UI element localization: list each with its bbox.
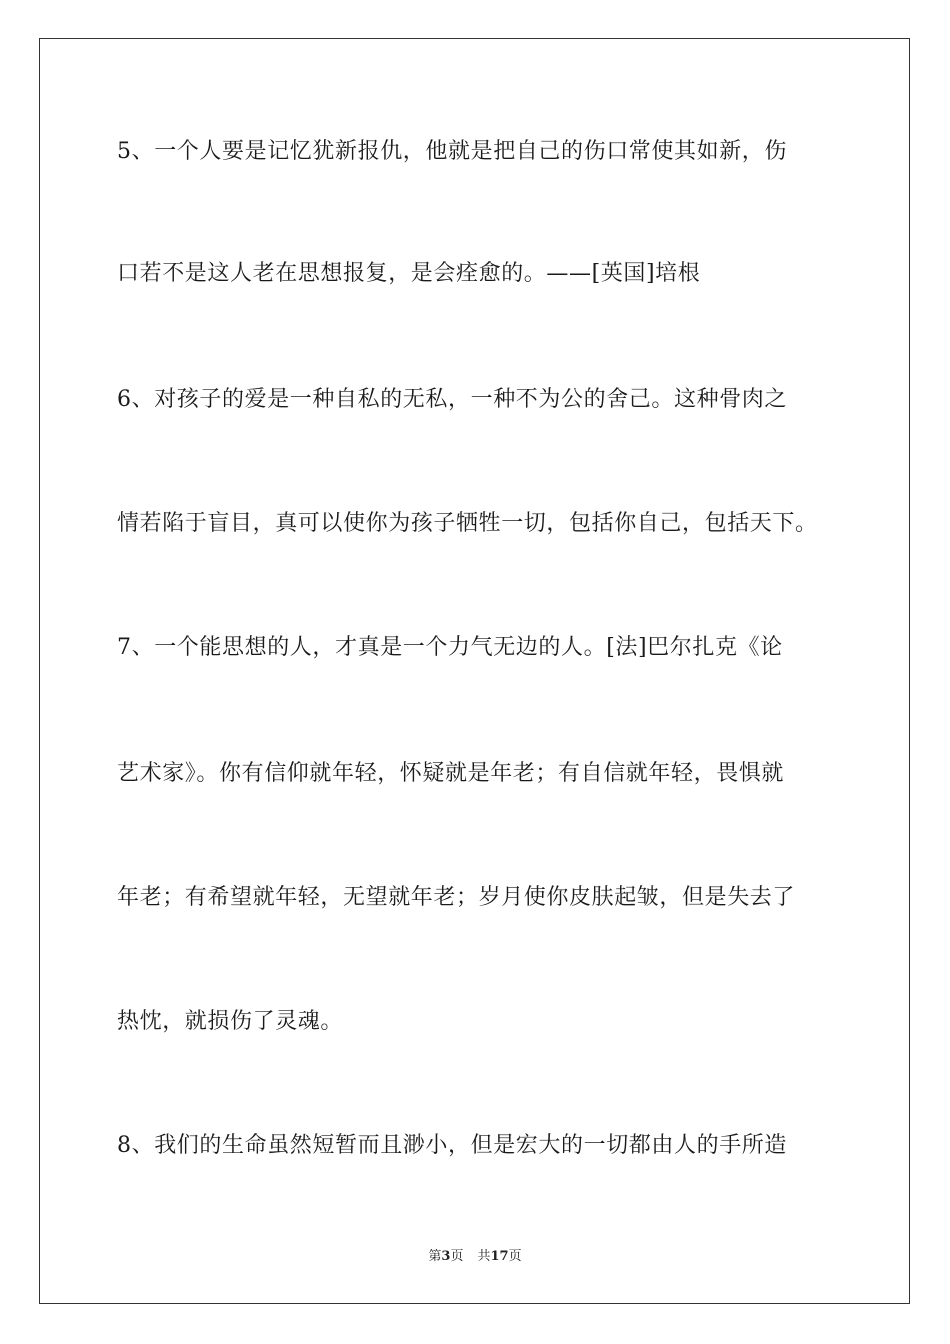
text-line-2: 口若不是这人老在思想报复，是会痊愈的。——[英国]培根 <box>117 261 701 286</box>
text-line-5: 7、一个能思想的人，才真是一个力气无边的人。[法]巴尔扎克《论 <box>117 635 783 660</box>
text-line-3: 6、对孩子的爱是一种自私的无私，一种不为公的舍己。这种骨肉之 <box>117 387 787 412</box>
page-number: 3 <box>441 1249 451 1264</box>
page-suffix: 页 <box>450 1249 464 1264</box>
page-footer <box>0 1248 950 1266</box>
text-line-4: 情若陷于盲目，真可以使你为孩子牺牲一切，包括你自己，包括天下。 <box>117 511 818 536</box>
total-pages: 17 <box>490 1249 509 1264</box>
page-prefix: 第 <box>428 1249 442 1264</box>
text-line-8: 热忱，就损伤了灵魂。 <box>117 1009 344 1034</box>
text-line-1: 5、一个人要是记忆犹新报仇，他就是把自己的伤口常使其如新，伤 <box>117 139 787 164</box>
page-border <box>39 38 910 1304</box>
text-line-7: 年老；有希望就年轻，无望就年老；岁月使你皮肤起皱，但是失去了 <box>117 885 796 910</box>
total-prefix: 共 <box>477 1249 491 1264</box>
total-suffix: 页 <box>508 1249 522 1264</box>
text-line-6: 艺术家》。你有信仰就年轻，怀疑就是年老；有自信就年轻，畏惧就 <box>117 761 785 786</box>
text-line-9: 8、我们的生命虽然短暂而且渺小，但是宏大的一切都由人的手所造 <box>117 1133 787 1158</box>
